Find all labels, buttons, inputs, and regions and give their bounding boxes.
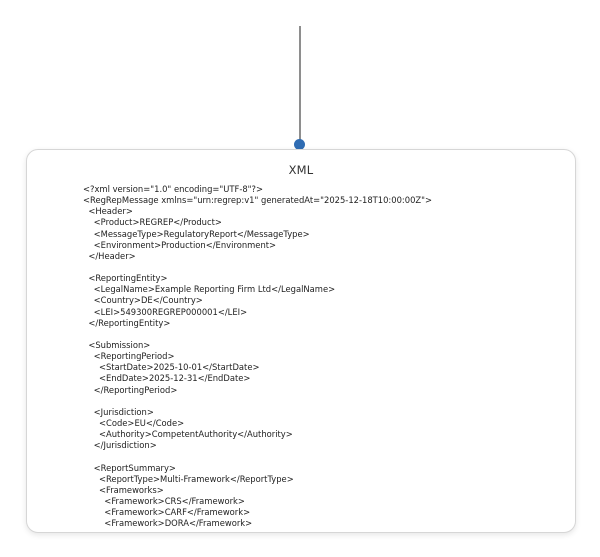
code-line: <ReportingEntity> <box>83 273 168 284</box>
code-line: </ReportingEntity> <box>83 317 171 328</box>
code-line: <ReportType>Multi-Framework</ReportType> <box>83 473 294 484</box>
code-line: <LegalName>Example Reporting Firm Ltd</LegalName> <box>83 284 336 295</box>
code-line <box>83 451 563 462</box>
code-line: <ReportSummary> <box>83 462 176 473</box>
code-line: <Frameworks> <box>83 484 164 495</box>
xml-code-block <box>83 184 563 529</box>
code-line: <Country>DE</Country> <box>83 295 203 306</box>
code-line <box>83 396 563 407</box>
code-line: <?xml version="1.0" encoding="UTF-8"?> <box>83 184 263 194</box>
panel-title: XML <box>288 163 314 177</box>
code-line: <RegRepMessage xmlns="urn:regrep:v1" generatedAt="2025-12-18T10:00:00Z"> <box>83 195 432 206</box>
xml-panel <box>26 149 576 533</box>
code-line: <Framework>DORA</Framework> <box>83 518 253 529</box>
code-line: <Submission> <box>83 339 151 350</box>
code-line: <LEI>549300REGREP000001</LEI> <box>83 306 248 317</box>
code-line: </Header> <box>83 250 136 261</box>
code-line: <EndDate>2025-12-31</EndDate> <box>83 373 251 384</box>
code-line: <Product>REGREP</Product> <box>83 217 222 228</box>
code-line: <Header> <box>83 206 133 217</box>
code-line: <Code>EU</Code> <box>83 417 185 428</box>
code-line: <MessageType>RegulatoryReport</MessageType> <box>83 228 310 239</box>
code-line: <ReportingPeriod> <box>83 351 175 362</box>
code-line: <Jurisdiction> <box>83 406 154 417</box>
code-line <box>83 329 563 340</box>
code-line: <Authority>CompetentAuthority</Authority> <box>83 429 293 440</box>
connector-line <box>299 26 301 142</box>
code-line: <Environment>Production</Environment> <box>83 239 277 250</box>
code-line <box>83 262 563 273</box>
code-line: <Framework>CRS</Framework> <box>83 495 245 506</box>
code-line: </Jurisdiction> <box>83 440 157 451</box>
code-line: <Framework>CARF</Framework> <box>83 507 251 518</box>
code-line: </ReportingPeriod> <box>83 384 178 395</box>
code-line: <StartDate>2025-10-01</StartDate> <box>83 362 260 373</box>
